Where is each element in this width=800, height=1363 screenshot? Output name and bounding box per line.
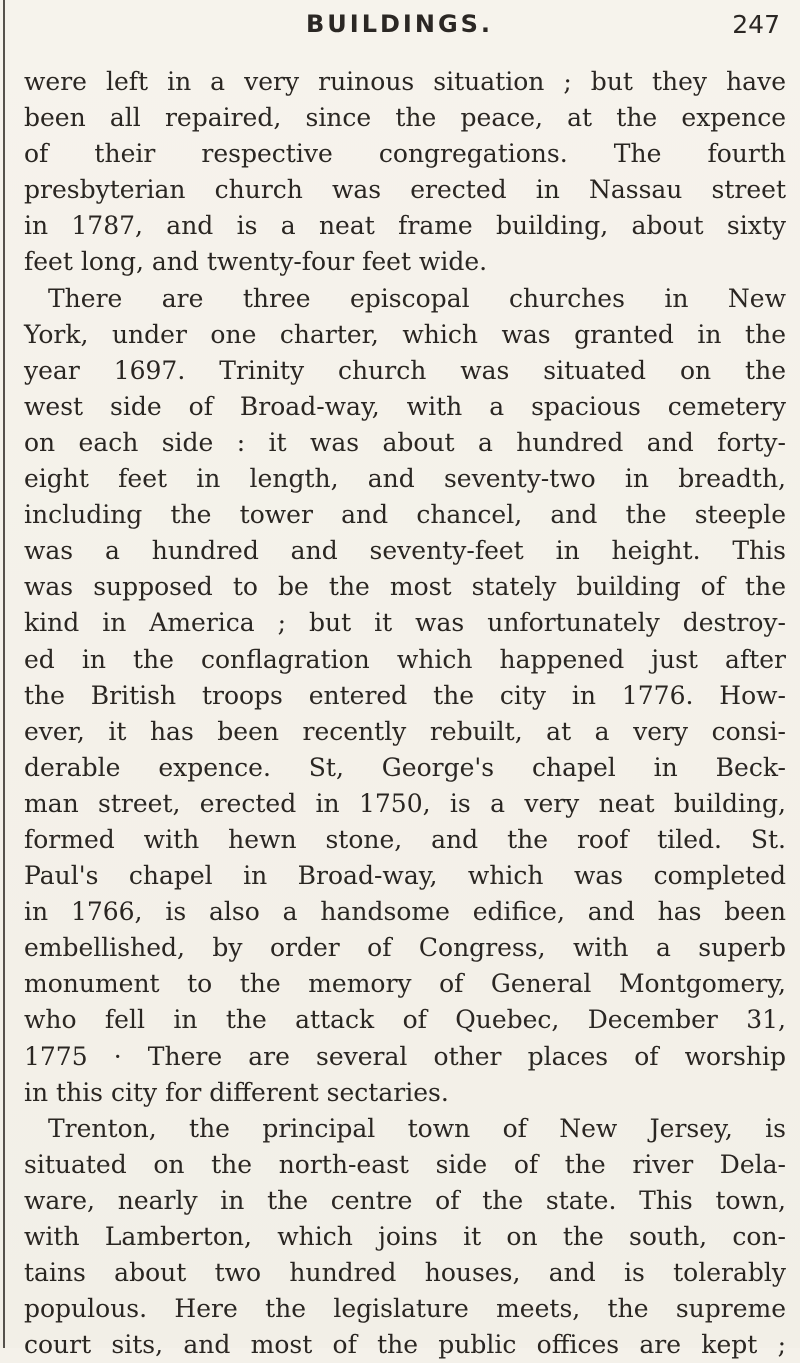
text-line: Paul's chapel in Broad-way, which was completed (24, 861, 786, 891)
text-line: man street, erected in 1750, is a very neat building, (24, 788, 786, 818)
text-line: west side of Broad-way, with a spacious cemetery (24, 391, 786, 421)
text-line: the British troops entered the city in 1776. How- (24, 680, 786, 710)
text-line: tains about two hundred houses, and is tolerably (24, 1258, 786, 1288)
text-line: was supposed to be the most stately building of the (24, 572, 786, 602)
text-line: 1775 · There are several other places of worship (24, 1041, 786, 1071)
text-line: with Lamberton, which joins it on the south, con- (24, 1222, 786, 1251)
text-line: court sits, and most of the public offices are kept ; (24, 1330, 786, 1360)
text-line: on each side : it was about a hundred and forty- (24, 427, 786, 457)
text-line: ever, it has been recently rebuilt, at a very consi- (24, 716, 786, 746)
text-line: embellished, by order of Congress, with a superb (24, 933, 786, 963)
text-line: There are three episcopal churches in New (48, 283, 786, 313)
body-text (24, 64, 786, 1363)
text-line: ware, nearly in the centre of the state. This town, (24, 1185, 786, 1215)
text-line: who fell in the attack of Quebec, December 31, (24, 1005, 786, 1035)
text-line: populous. Here the legislature meets, the supreme (24, 1294, 786, 1324)
text-line: feet long, and twenty-four feet wide. (24, 247, 488, 277)
text-line: situated on the north-east side of the river Dela- (24, 1149, 786, 1179)
text-line: including the tower and chancel, and the steeple (24, 500, 786, 530)
page-edge-rule (3, 0, 5, 1348)
running-head-title: BUILDINGS. (306, 10, 494, 38)
text-line: formed with hewn stone, and the roof tiled. St. (24, 824, 786, 854)
text-line: monument to the memory of General Montgomery, (24, 969, 786, 999)
text-line: of their respective congregations. The fourth (24, 139, 786, 169)
text-line: Trenton, the principal town of New Jersey, is (48, 1113, 786, 1143)
text-line: in 1787, and is a neat frame building, about sixty (24, 211, 786, 241)
text-line: derable expence. St, George's chapel in Beck- (24, 752, 786, 782)
running-head (0, 10, 800, 50)
text-line: been all repaired, since the peace, at the expence (24, 103, 786, 133)
text-line: in this city for different sectaries. (24, 1077, 449, 1107)
text-line: in 1766, is also a handsome edifice, and has been (24, 897, 786, 927)
text-line: year 1697. Trinity church was situated on the (24, 355, 786, 385)
text-line: kind in America ; but it was unfortunately destroy- (24, 608, 786, 638)
text-line: presbyterian church was erected in Nassau street (24, 175, 786, 205)
text-line: was a hundred and seventy-feet in height. This (24, 536, 786, 566)
text-line: ed in the conflagration which happened just after (24, 644, 786, 674)
page-number: 247 (732, 10, 780, 39)
text-line: York, under one charter, which was granted in the (24, 319, 786, 349)
text-line: eight feet in length, and seventy-two in breadth, (24, 464, 786, 494)
text-line: were left in a very ruinous situation ; but they have (24, 67, 786, 96)
